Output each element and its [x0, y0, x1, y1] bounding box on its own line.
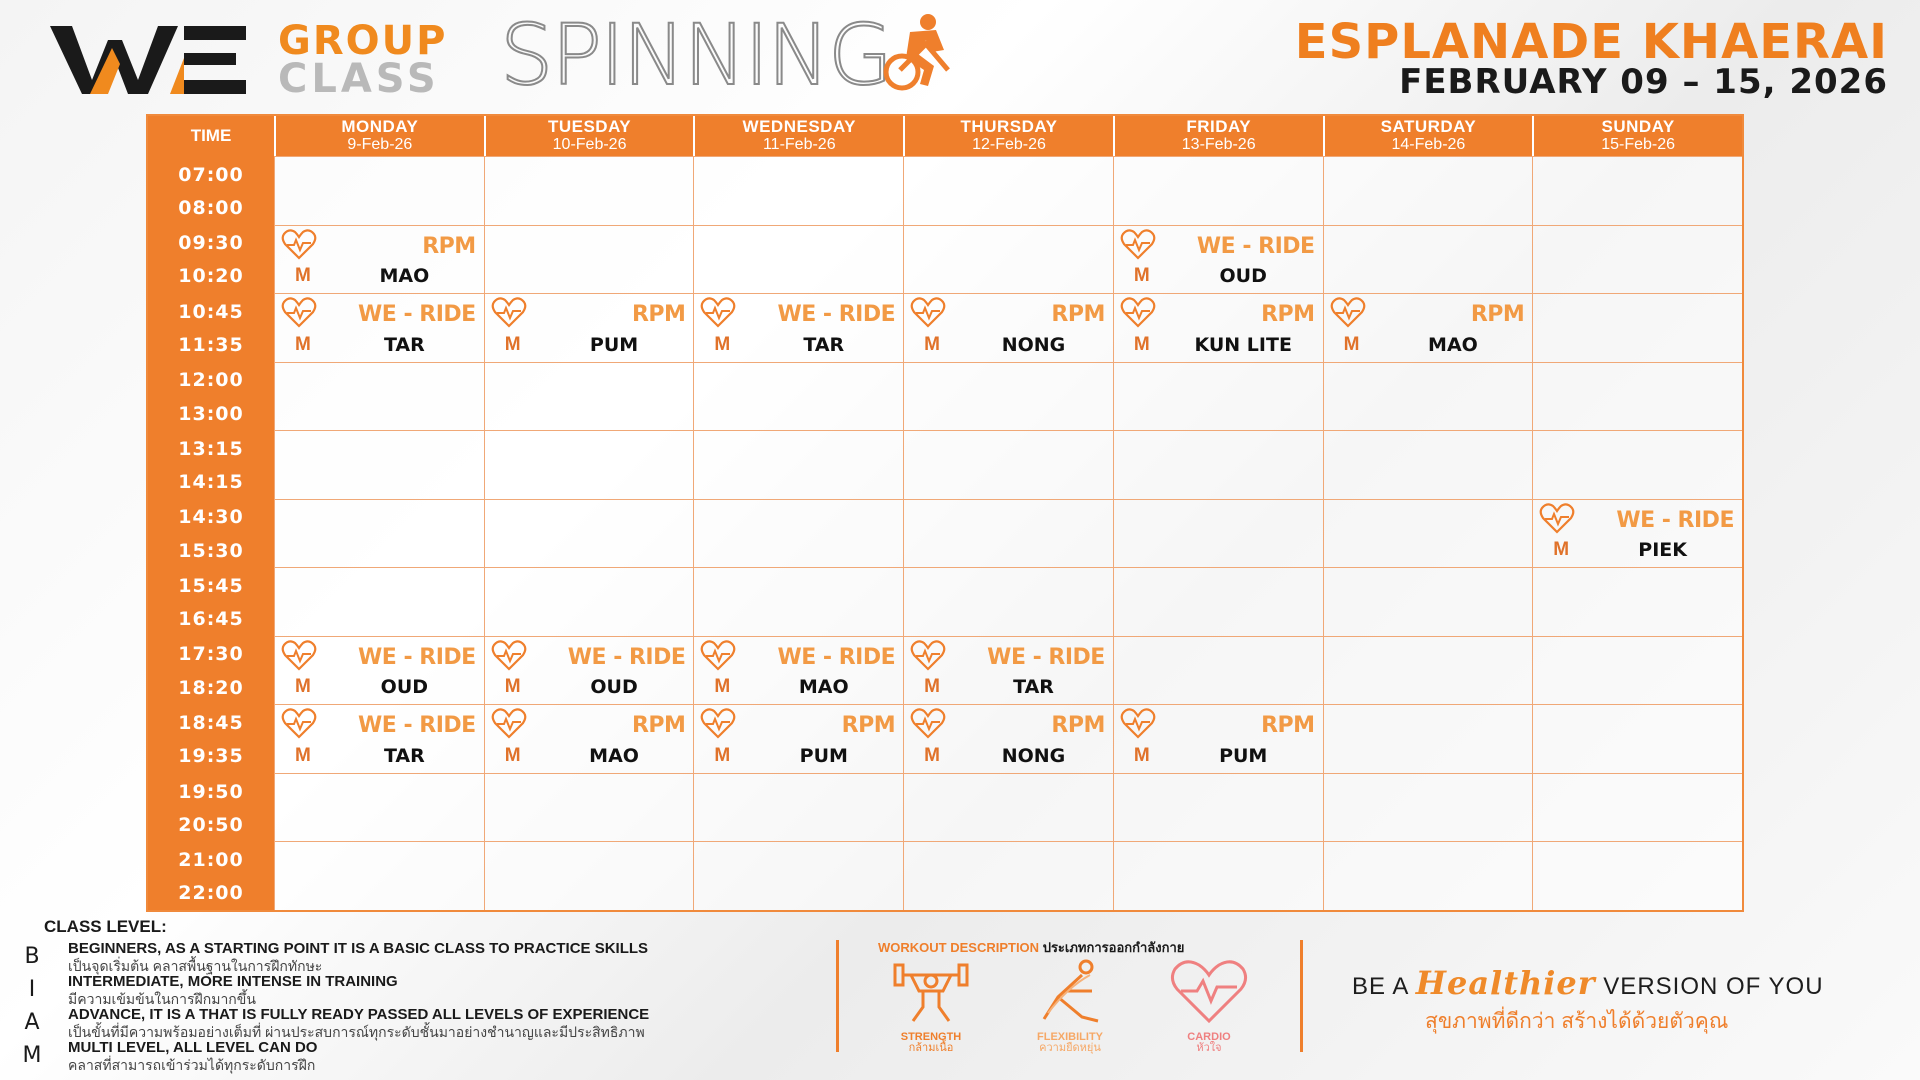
class-level-list — [18, 938, 818, 1073]
schedule-cell — [1323, 362, 1533, 431]
cardio-heart-icon — [281, 707, 317, 739]
instructor-name: TAR — [1013, 676, 1054, 699]
schedule-cell — [274, 362, 484, 431]
schedule-cell — [484, 841, 694, 910]
schedule-cell — [274, 293, 484, 362]
schedule-cell — [1323, 704, 1533, 773]
schedule-cell — [1323, 225, 1533, 294]
strength-icon — [889, 957, 973, 1027]
slot-start: 18:45 — [178, 711, 244, 734]
class-name: RPM — [631, 302, 686, 328]
slot-end: 19:35 — [178, 745, 244, 768]
class-session[interactable] — [275, 637, 484, 705]
class-level: M — [295, 333, 311, 355]
schedule-cell — [1323, 841, 1533, 910]
class-name: WE - RIDE — [1196, 233, 1315, 259]
class-name: RPM — [1261, 713, 1315, 739]
schedule-cell — [693, 841, 903, 910]
schedule-cell — [484, 704, 694, 773]
schedule-cell — [274, 773, 484, 842]
cardio-heart-icon — [700, 639, 736, 671]
instructor-name: TAR — [803, 333, 845, 356]
cardio-heart-icon — [910, 639, 946, 671]
class-name: WE - RIDE — [358, 713, 476, 739]
slot-start: 19:50 — [178, 780, 244, 803]
day-header — [693, 116, 903, 156]
cardio-heart-icon — [281, 296, 317, 328]
schedule-cell — [1113, 225, 1323, 294]
schedule-cell — [1323, 293, 1533, 362]
slot-end: 20:50 — [178, 813, 244, 836]
instructor-name: OUD — [1219, 265, 1267, 288]
workout-flexibility — [1015, 957, 1125, 1054]
flexibility-label-th: ความยืดหยุ่น — [1039, 1042, 1101, 1054]
level-letter: A — [24, 1010, 40, 1035]
class-session[interactable] — [904, 637, 1113, 705]
cardio-heart-icon — [491, 707, 527, 739]
cardio-heart-icon — [491, 296, 527, 328]
day-name: WEDNESDAY — [742, 117, 856, 136]
slogan-thai: สุขภาพที่ดีกว่า สร้างได้ด้วยตัวคุณ — [1425, 1010, 1729, 1033]
instructor-name: OUD — [590, 676, 638, 699]
slot-end: 16:45 — [178, 608, 244, 631]
time-slot — [148, 293, 274, 362]
group-label: GROUP — [278, 18, 448, 64]
day-name: FRIDAY — [1186, 117, 1252, 136]
level-item — [18, 938, 818, 974]
slogan-pre: BE A — [1352, 973, 1409, 1000]
level-th: เป็นจุดเริ่มต้น คลาสพื้นฐานในการฝึกทักษะ — [68, 958, 323, 974]
class-level: M — [1133, 265, 1150, 287]
class-name: WE - RIDE — [777, 302, 896, 328]
cardio-heart-icon — [1120, 296, 1156, 328]
schedule-cell — [693, 567, 903, 636]
schedule-cell — [903, 773, 1113, 842]
class-session[interactable] — [904, 705, 1113, 773]
instructor-name: NONG — [1001, 333, 1066, 356]
time-slot — [148, 430, 274, 499]
schedule-cell — [1323, 773, 1533, 842]
day-header — [274, 116, 484, 156]
time-column-header: TIME — [148, 116, 274, 156]
day-date: 11-Feb-26 — [762, 136, 836, 153]
day-header — [484, 116, 694, 156]
schedule-cell — [903, 225, 1113, 294]
day-date: 12-Feb-26 — [972, 136, 1046, 153]
day-header — [1113, 116, 1323, 156]
workout-cardio — [1154, 957, 1264, 1054]
level-th: มีความเข้มข้นในการฝึกมากขึ้น — [68, 991, 256, 1007]
class-level: M — [1133, 744, 1150, 766]
class-session[interactable] — [485, 637, 694, 705]
cardio-label: CARDIO — [1187, 1031, 1231, 1043]
class-label: CLASS — [278, 56, 440, 102]
class-name: RPM — [631, 713, 686, 739]
class-level: M — [714, 676, 731, 698]
schedule-cell — [1113, 293, 1323, 362]
slot-start: 13:15 — [178, 437, 244, 460]
instructor-name: MAO — [1428, 333, 1478, 356]
schedule-cell — [693, 225, 903, 294]
schedule-cell — [903, 567, 1113, 636]
class-name: WE - RIDE — [358, 302, 476, 328]
schedule-cell — [1532, 225, 1742, 294]
level-en: BEGINNERS, AS A STARTING POINT IT IS A BASIC CLASS TO PRACTICE SKILLS — [68, 940, 649, 957]
cardio-heart-icon — [700, 707, 736, 739]
schedule-cell — [1532, 430, 1742, 499]
instructor-name: PIEK — [1638, 539, 1687, 562]
class-session[interactable] — [694, 294, 903, 362]
schedule-cell — [1113, 156, 1323, 225]
schedule-cell — [1323, 636, 1533, 705]
slot-start: 17:30 — [178, 643, 244, 666]
instructor-name: TAR — [383, 744, 425, 767]
class-session[interactable] — [275, 294, 484, 362]
day-header — [1323, 116, 1533, 156]
time-slot — [148, 773, 274, 842]
class-level-title: CLASS LEVEL: — [44, 917, 167, 936]
slot-start: 21:00 — [178, 849, 244, 872]
class-session[interactable] — [904, 294, 1113, 362]
slot-start: 10:45 — [178, 300, 244, 323]
we-logo — [50, 18, 250, 98]
schedule-cell — [1532, 362, 1742, 431]
schedule-cell — [903, 636, 1113, 705]
level-th: เป็นขั้นที่มีความพร้อมอย่างเต็มที่ ผ่านประสบการณ์ทุกระดับชั้นมาอย่างชำนาญและมีประสิทธิภาพ — [68, 1024, 645, 1040]
level-en: MULTI LEVEL, ALL LEVEL CAN DO — [68, 1039, 318, 1056]
schedule-cell — [1532, 704, 1742, 773]
class-level: M — [504, 676, 521, 698]
schedule-cell — [484, 430, 694, 499]
schedule-table — [146, 114, 1744, 912]
schedule-cell — [484, 773, 694, 842]
level-item — [18, 971, 818, 1007]
schedule-cell — [1532, 773, 1742, 842]
schedule-cell — [693, 156, 903, 225]
slogan — [1352, 964, 1824, 1002]
class-level: M — [924, 333, 940, 355]
level-item — [18, 1004, 818, 1040]
slot-end: 14:15 — [178, 471, 244, 494]
schedule-cell — [903, 362, 1113, 431]
class-level: M — [714, 333, 731, 355]
class-session[interactable] — [1114, 226, 1323, 294]
cardio-icon — [1167, 957, 1251, 1027]
workout-description-title — [878, 937, 1184, 958]
class-name: WE - RIDE — [1616, 507, 1734, 533]
schedule-cell — [903, 704, 1113, 773]
day-name: MONDAY — [341, 117, 419, 136]
schedule-cell — [274, 841, 484, 910]
instructor-name: OUD — [380, 676, 429, 699]
schedule-cell — [274, 499, 484, 568]
day-name: SUNDAY — [1601, 117, 1675, 136]
schedule-cell — [274, 225, 484, 294]
schedule-cell — [903, 430, 1113, 499]
class-session[interactable] — [1324, 294, 1533, 362]
schedule-cell — [1532, 567, 1742, 636]
schedule-cell — [274, 430, 484, 499]
schedule-cell — [903, 841, 1113, 910]
day-date: 9-Feb-26 — [347, 136, 413, 153]
schedule-cell — [1532, 293, 1742, 362]
cardio-heart-icon — [1539, 502, 1575, 534]
class-level: M — [1343, 333, 1360, 355]
level-en: ADVANCE, IT IS A THAT IS FULLY READY PASSED ALL LEVELS OF EXPERIENCE — [68, 1006, 650, 1023]
schedule-cell — [274, 156, 484, 225]
schedule-cell — [1532, 841, 1742, 910]
schedule-cell — [1113, 430, 1323, 499]
time-slot — [148, 841, 274, 910]
level-en: INTERMEDIATE, MORE INTENSE IN TRAINING — [68, 973, 398, 990]
class-session[interactable] — [1114, 294, 1323, 362]
cyclist-icon — [870, 10, 970, 95]
time-slot — [148, 704, 274, 773]
schedule-cell — [693, 293, 903, 362]
slot-end: 10:20 — [178, 265, 244, 288]
class-level: M — [295, 744, 311, 766]
cardio-heart-icon — [1120, 228, 1156, 260]
slogan-post: VERSION OF YOU — [1603, 973, 1824, 1000]
schedule-cell — [1113, 362, 1323, 431]
schedule-cell — [1113, 499, 1323, 568]
class-session[interactable] — [1114, 705, 1323, 773]
divider — [1300, 940, 1303, 1052]
class-name: RPM — [1470, 302, 1525, 328]
slot-start: 14:30 — [178, 506, 244, 529]
schedule-cell — [903, 499, 1113, 568]
class-session[interactable] — [275, 226, 484, 294]
schedule-cell — [484, 156, 694, 225]
class-name: RPM — [422, 233, 476, 259]
instructor-name: NONG — [1001, 744, 1066, 767]
class-level: M — [295, 676, 311, 698]
day-name: TUESDAY — [547, 117, 632, 136]
day-name: SATURDAY — [1380, 117, 1477, 136]
schedule-cell — [1113, 841, 1323, 910]
class-level: M — [1133, 333, 1150, 355]
schedule-cell — [484, 225, 694, 294]
day-name: THURSDAY — [960, 117, 1058, 136]
class-level: M — [924, 676, 940, 698]
flexibility-label: FLEXIBILITY — [1037, 1031, 1103, 1043]
level-th: คลาสที่สามารถเข้าร่วมได้ทุกระดับการฝึก — [68, 1057, 316, 1073]
flexibility-icon — [1028, 957, 1112, 1027]
cardio-heart-icon — [1120, 707, 1156, 739]
workout-strength — [876, 957, 986, 1054]
cardio-heart-icon — [1330, 296, 1366, 328]
day-date: 13-Feb-26 — [1181, 136, 1256, 153]
instructor-name: KUN LITE — [1194, 333, 1292, 356]
class-name: RPM — [1261, 302, 1315, 328]
time-slot — [148, 362, 274, 431]
schedule-cell — [1323, 499, 1533, 568]
cardio-heart-icon — [910, 707, 946, 739]
cardio-heart-icon — [491, 639, 527, 671]
schedule-cell — [1532, 156, 1742, 225]
slot-end: 22:00 — [178, 882, 244, 905]
schedule-cell — [1113, 704, 1323, 773]
schedule-cell — [693, 636, 903, 705]
schedule-cell — [484, 499, 694, 568]
class-name: RPM — [1051, 302, 1105, 328]
class-session[interactable] — [694, 637, 903, 705]
schedule-cell — [274, 567, 484, 636]
schedule-cell — [1113, 636, 1323, 705]
slot-start: 07:00 — [178, 163, 244, 186]
schedule-cell — [693, 430, 903, 499]
schedule-cell — [1113, 567, 1323, 636]
class-level: M — [504, 333, 521, 355]
schedule-cell — [1113, 773, 1323, 842]
divider — [836, 940, 839, 1052]
class-session[interactable] — [1533, 500, 1742, 568]
slot-start: 09:30 — [178, 232, 244, 255]
day-date: 10-Feb-26 — [552, 136, 627, 153]
instructor-name: PUM — [1219, 744, 1268, 767]
class-level: M — [504, 744, 521, 766]
time-slot — [148, 636, 274, 705]
spinning-logo: SPINNING — [500, 6, 892, 104]
cardio-heart-icon — [281, 228, 317, 260]
class-session[interactable] — [485, 294, 694, 362]
time-slot — [148, 499, 274, 568]
class-level: M — [1553, 539, 1570, 561]
schedule-cell — [1323, 156, 1533, 225]
slot-end: 13:00 — [178, 402, 244, 425]
instructor-name: MAO — [798, 676, 849, 699]
cardio-heart-icon — [910, 296, 946, 328]
slogan-script: Healthier — [1415, 964, 1596, 1002]
schedule-cell — [484, 362, 694, 431]
class-name: RPM — [841, 713, 896, 739]
class-session[interactable] — [275, 705, 484, 773]
class-level: M — [295, 265, 311, 287]
class-name: WE - RIDE — [358, 644, 476, 670]
cardio-heart-icon — [700, 296, 736, 328]
workout-title-th: ประเภทการออกกำลังกาย — [1042, 940, 1185, 955]
day-header — [1532, 116, 1742, 156]
location-title: ESPLANADE KHAERAI — [1294, 14, 1888, 70]
time-slot — [148, 156, 274, 225]
class-session[interactable] — [694, 705, 903, 773]
schedule-cell — [1532, 499, 1742, 568]
day-date: 15-Feb-26 — [1601, 136, 1676, 153]
schedule-cell — [484, 636, 694, 705]
cardio-label-th: หัวใจ — [1196, 1042, 1222, 1054]
instructor-name: MAO — [379, 265, 430, 288]
slot-start: 12:00 — [178, 369, 244, 392]
workout-title-en: WORKOUT DESCRIPTION — [878, 940, 1040, 955]
level-item — [18, 1037, 818, 1073]
schedule-cell — [1323, 430, 1533, 499]
slot-start: 15:45 — [178, 574, 244, 597]
day-date: 14-Feb-26 — [1391, 136, 1466, 153]
date-range: FEBRUARY 09 – 15, 2026 — [1399, 62, 1888, 102]
time-slot — [148, 225, 274, 294]
slot-end: 15:30 — [178, 539, 244, 562]
schedule-cell — [693, 704, 903, 773]
schedule-cell — [1323, 567, 1533, 636]
class-level: M — [924, 744, 940, 766]
cardio-heart-icon — [281, 639, 317, 671]
class-session[interactable] — [485, 705, 694, 773]
schedule-cell — [1532, 636, 1742, 705]
class-name: WE - RIDE — [777, 644, 896, 670]
instructor-name: PUM — [589, 333, 639, 356]
schedule-cell — [693, 362, 903, 431]
instructor-name: TAR — [383, 333, 425, 356]
instructor-name: PUM — [799, 744, 848, 767]
slot-end: 18:20 — [178, 676, 244, 699]
strength-label: STRENGTH — [900, 1031, 962, 1043]
schedule-cell — [274, 636, 484, 705]
schedule-cell — [484, 293, 694, 362]
class-name: WE - RIDE — [567, 644, 686, 670]
time-slot — [148, 567, 274, 636]
schedule-cell — [693, 773, 903, 842]
level-letter: I — [28, 977, 36, 1002]
level-letter: M — [22, 1043, 42, 1068]
group-class-logo — [278, 18, 538, 102]
slot-end: 08:00 — [178, 196, 244, 219]
class-level: M — [714, 744, 731, 766]
schedule-cell — [484, 567, 694, 636]
class-name: RPM — [1051, 713, 1105, 739]
schedule-cell — [903, 156, 1113, 225]
slot-end: 11:35 — [178, 333, 244, 356]
schedule-cell — [693, 499, 903, 568]
day-header — [903, 116, 1113, 156]
instructor-name: MAO — [589, 744, 639, 767]
schedule-cell — [274, 704, 484, 773]
strength-label-th: กล้ามเนื้อ — [908, 1042, 954, 1054]
class-name: WE - RIDE — [987, 644, 1105, 670]
schedule-cell — [903, 293, 1113, 362]
level-letter: B — [24, 944, 40, 969]
